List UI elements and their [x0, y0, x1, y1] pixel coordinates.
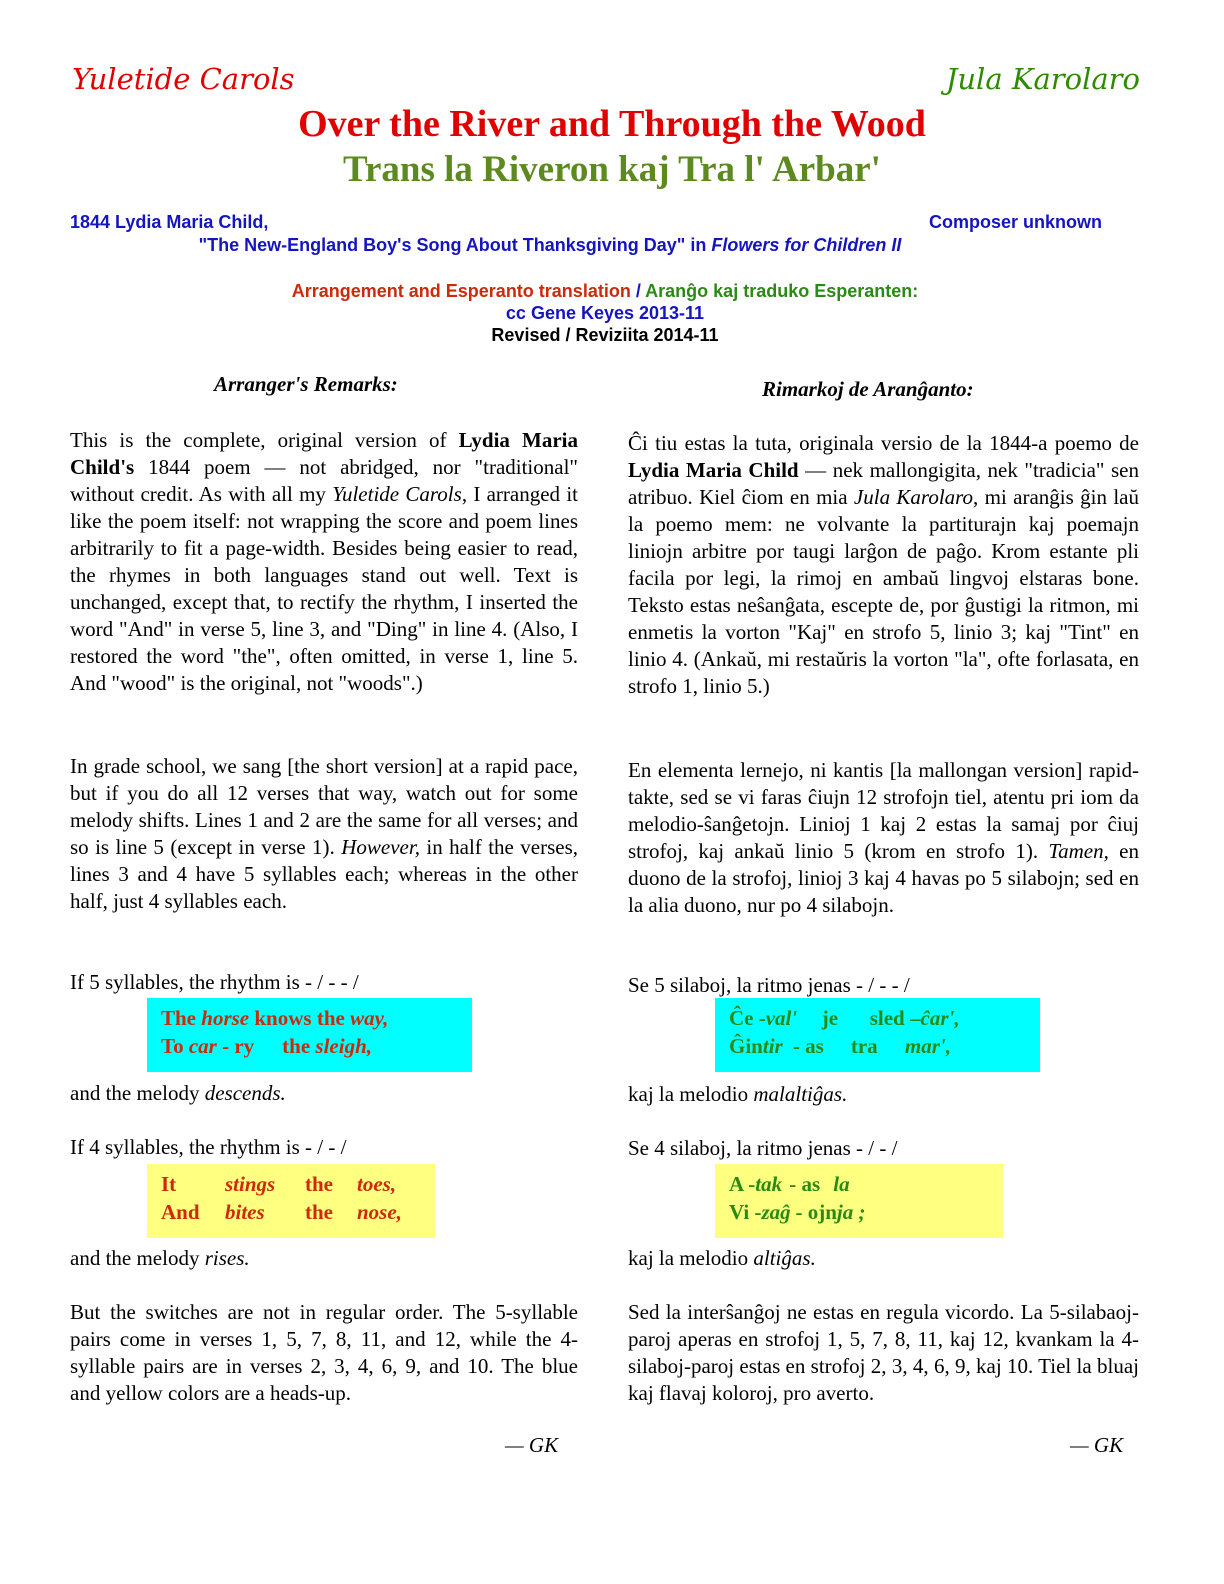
box-word-stressed: ĉar',: [920, 1006, 960, 1030]
left-heading: Arranger's Remarks:: [214, 372, 398, 396]
credit-song-book: Flowers for Children II: [711, 235, 902, 255]
right-heading: Rimarkoj de Aranĝanto:: [762, 377, 974, 401]
right-after4-emph: altiĝas.: [753, 1246, 816, 1270]
left-rhythm-5-box: [147, 998, 472, 1072]
credit-arrangement-en: Arrangement and Esperanto translation: [291, 281, 631, 301]
right-box4-line-2: [729, 1198, 989, 1226]
box-word: Vi -: [729, 1200, 762, 1224]
box-word: A -: [729, 1172, 756, 1196]
right-p1-text-e: mi aranĝis ĝin laŭ la poemo mem: ne volvante la partiturajn kaj poemajn liniojn arbitre por taugi larĝon de paĝo. Krom estante pli facila por legi, la rimoj en ambaŭ lingvoj elstaras bone. Teksto estas neŝanĝata, escepte de, por ĝustigi la ritmon, mi enmetis la vorton "Kaj" en strofo 5, linio 3; kaj "Tint" en linio 4. (Ankaŭ, mi restaŭris la vorton "la", ofte forlasata, en strofo 1, linio 5.): [628, 485, 1139, 698]
box-word: It: [161, 1172, 177, 1196]
right-rhythm-4-box: [715, 1164, 1003, 1238]
credit-cc: cc Gene Keyes 2013-11: [505, 303, 705, 323]
box-word-stressed: stings: [225, 1172, 276, 1196]
box-word: To: [161, 1034, 189, 1058]
box-word: the: [282, 1034, 316, 1058]
right-paragraph-1: [628, 430, 1139, 700]
credit-composer: Composer unknown: [928, 212, 1102, 232]
left-box4-line-2: [161, 1198, 421, 1226]
left-p1-text-e: , I arranged it like the poem itself: not wrapping the score and poem lines arbitrarily to fit a page-width. Besides being easier to read, the rhymes in both languages stand out well. Text is unchanged, except that, to rectify the rhythm, I inserted the word "And" in verse 5, line 3, and "Ding" in line 4. (Also, I restored the word "the", often omitted, in verse 1, line 5. And "wood" is the original, not "woods".): [70, 482, 578, 695]
box-word-stressed: bites: [225, 1200, 265, 1224]
right-after5-text: kaj la melodio: [628, 1082, 754, 1106]
left-p2-however: However,: [341, 835, 420, 859]
box-word-stressed: sleigh,: [315, 1034, 373, 1058]
right-box5-line-1: [729, 1004, 1026, 1032]
box-word-stressed: toes,: [357, 1172, 397, 1196]
right-paragraph-2: [628, 757, 1139, 919]
box-word-stressed: la: [833, 1172, 850, 1196]
box-word-stressed: tir: [762, 1034, 783, 1058]
header-right-label: Jula Karolaro: [945, 62, 1140, 96]
left-rhythm-4-label: If 4 syllables, the rhythm is - / - /: [70, 1135, 347, 1159]
box-word: Ĉe -: [729, 1006, 766, 1030]
box-word-stressed: car: [188, 1034, 217, 1058]
box-word-stressed: mar',: [904, 1034, 951, 1058]
box-word: sled –: [869, 1006, 921, 1030]
left-after5-text: and the melody: [70, 1081, 205, 1105]
left-box5-line-2: [161, 1032, 458, 1060]
left-box4-line-1: [161, 1170, 421, 1198]
box-word: knows the: [249, 1006, 351, 1030]
left-after5-emph: descends.: [204, 1081, 286, 1105]
box-word: And: [161, 1200, 200, 1224]
credit-arrangement: [0, 281, 1210, 302]
box-word: - ry: [216, 1034, 255, 1058]
box-word: tra: [850, 1034, 878, 1058]
right-p1-text-c: — nek mallongigita, nek "tradicia" sen atribuo. Kiel ĉiom en mia: [628, 458, 1140, 509]
title-english: Over the River and Through the Wood: [298, 103, 926, 145]
box-word-stressed: zaĝ: [761, 1200, 791, 1224]
right-rises-line: [628, 1245, 816, 1272]
left-descends-line: [70, 1080, 286, 1107]
left-signature: — GK: [505, 1433, 559, 1457]
right-after4-text: kaj la melodio: [628, 1246, 754, 1270]
right-descends-line: [628, 1081, 847, 1108]
box-word-stressed: nose,: [357, 1200, 402, 1224]
credit-song: [0, 235, 1100, 256]
left-paragraph-1: [70, 427, 578, 697]
box-word-stressed: way,: [350, 1006, 389, 1030]
left-after4-emph: rises.: [204, 1246, 250, 1270]
box-word: - as: [789, 1172, 821, 1196]
box-word: The: [161, 1006, 202, 1030]
left-p2-text-c: in half the verses, lines 3 and 4 have 5 syllables each; whereas in the other half, just 4 syllables each.: [70, 835, 579, 913]
left-box5-line-1: [161, 1004, 458, 1032]
box-word-stressed: tak: [755, 1172, 783, 1196]
title-esperanto: Trans la Riveron kaj Tra l' Arbar': [343, 149, 881, 190]
right-p2-text-a: En elementa lernejo, ni kantis [la mallongan version] rapid-takte, sed se vi faras ĉiujn 12 strofojn tiel, atentu pri iom da melodio-ŝanĝetojn. Linioj 1 kaj 2 estas la samaj por ĉiuj strofoj, kaj ankaŭ linio 5 (krom en strofo 1).: [628, 758, 1139, 863]
box-word: - ojn: [795, 1200, 837, 1224]
left-p1-author: Lydia Maria Child's: [70, 428, 579, 479]
right-p1-author: Lydia Maria Child: [628, 458, 799, 482]
box-word: the: [305, 1172, 333, 1196]
credit-arrangement-eo: Aranĝo kaj traduko Esperanten:: [645, 281, 919, 301]
right-rhythm-5-box: [715, 998, 1040, 1072]
box-word: je: [821, 1006, 839, 1030]
right-p1-collection: Jula Karolaro,: [853, 485, 979, 509]
right-p1-text-a: Ĉi tiu estas la tuta, originala versio de la 1844-a poemo de: [628, 431, 1139, 455]
box-word: Ĝin: [729, 1034, 763, 1058]
left-p1-text-c: 1844 poem — not abridged, nor "traditional" without credit. As with all my: [70, 455, 578, 506]
left-rises-line: [70, 1245, 250, 1272]
box-word: - as: [792, 1034, 824, 1058]
right-paragraph-3: Sed la interŝanĝoj ne estas en regula vicordo. La 5-silabaoj-paroj aperas en strofoj 1, 5, 7, 8, 11, kaj 12, kvankam la 4-silaboj-paroj estas en strofoj 2, 3, 4, 6, 9, kaj 10. Tiel la bluaj kaj flavaj koloroj, pro averto.: [628, 1300, 1139, 1405]
box-word-stressed: ja ;: [836, 1200, 866, 1224]
right-signature: — GK: [1070, 1433, 1124, 1457]
left-paragraph-2: [70, 753, 578, 915]
right-p2-tamen: Tamen,: [1048, 839, 1109, 863]
box-word-stressed: val': [765, 1006, 798, 1030]
left-rhythm-5-label: If 5 syllables, the rhythm is - / - - /: [70, 970, 359, 994]
header-left-label: Yuletide Carols: [72, 62, 295, 96]
credit-author: 1844 Lydia Maria Child,: [70, 212, 269, 232]
box-word-stressed: horse: [201, 1006, 250, 1030]
left-p2-text-a: In grade school, we sang [the short version] at a rapid pace, but if you do all 12 verses that way, watch out for some melody shifts. Lines 1 and 2 are the same for all verses; and so is line 5 (except in verse 1).: [70, 754, 578, 859]
credit-revised: Revised / Reviziita 2014-11: [491, 325, 719, 345]
right-box5-line-2: [729, 1032, 1026, 1060]
credit-song-title: "The New-England Boy's Song About Thanksgiving Day" in: [198, 235, 712, 255]
credit-arrangement-sep: /: [630, 281, 646, 301]
box-word: the: [305, 1200, 333, 1224]
right-rhythm-4-label: Se 4 silaboj, la ritmo jenas - / - /: [628, 1136, 898, 1160]
left-p1-collection: Yuletide Carols: [332, 482, 462, 506]
left-rhythm-4-box: [147, 1164, 435, 1238]
left-paragraph-3: But the switches are not in regular order. The 5-syllable pairs come in verses 1, 5, 7, 8, 11, and 12, while the 4-syllable pairs are in verses 2, 3, 4, 6, 9, and 10. The blue and yellow colors are a heads-up.: [70, 1300, 578, 1405]
left-after4-text: and the melody: [70, 1246, 205, 1270]
right-p2-text-c: en duono de la strofoj, linioj 3 kaj 4 havas po 5 silabojn; sed en la alia duono, nur po 4 silabojn.: [628, 839, 1139, 917]
right-box4-line-1: [729, 1170, 989, 1198]
right-after5-emph: malaltiĝas.: [753, 1082, 848, 1106]
right-rhythm-5-label: Se 5 silaboj, la ritmo jenas - / - - /: [628, 973, 910, 997]
left-p1-text-a: This is the complete, original version of: [70, 428, 459, 452]
